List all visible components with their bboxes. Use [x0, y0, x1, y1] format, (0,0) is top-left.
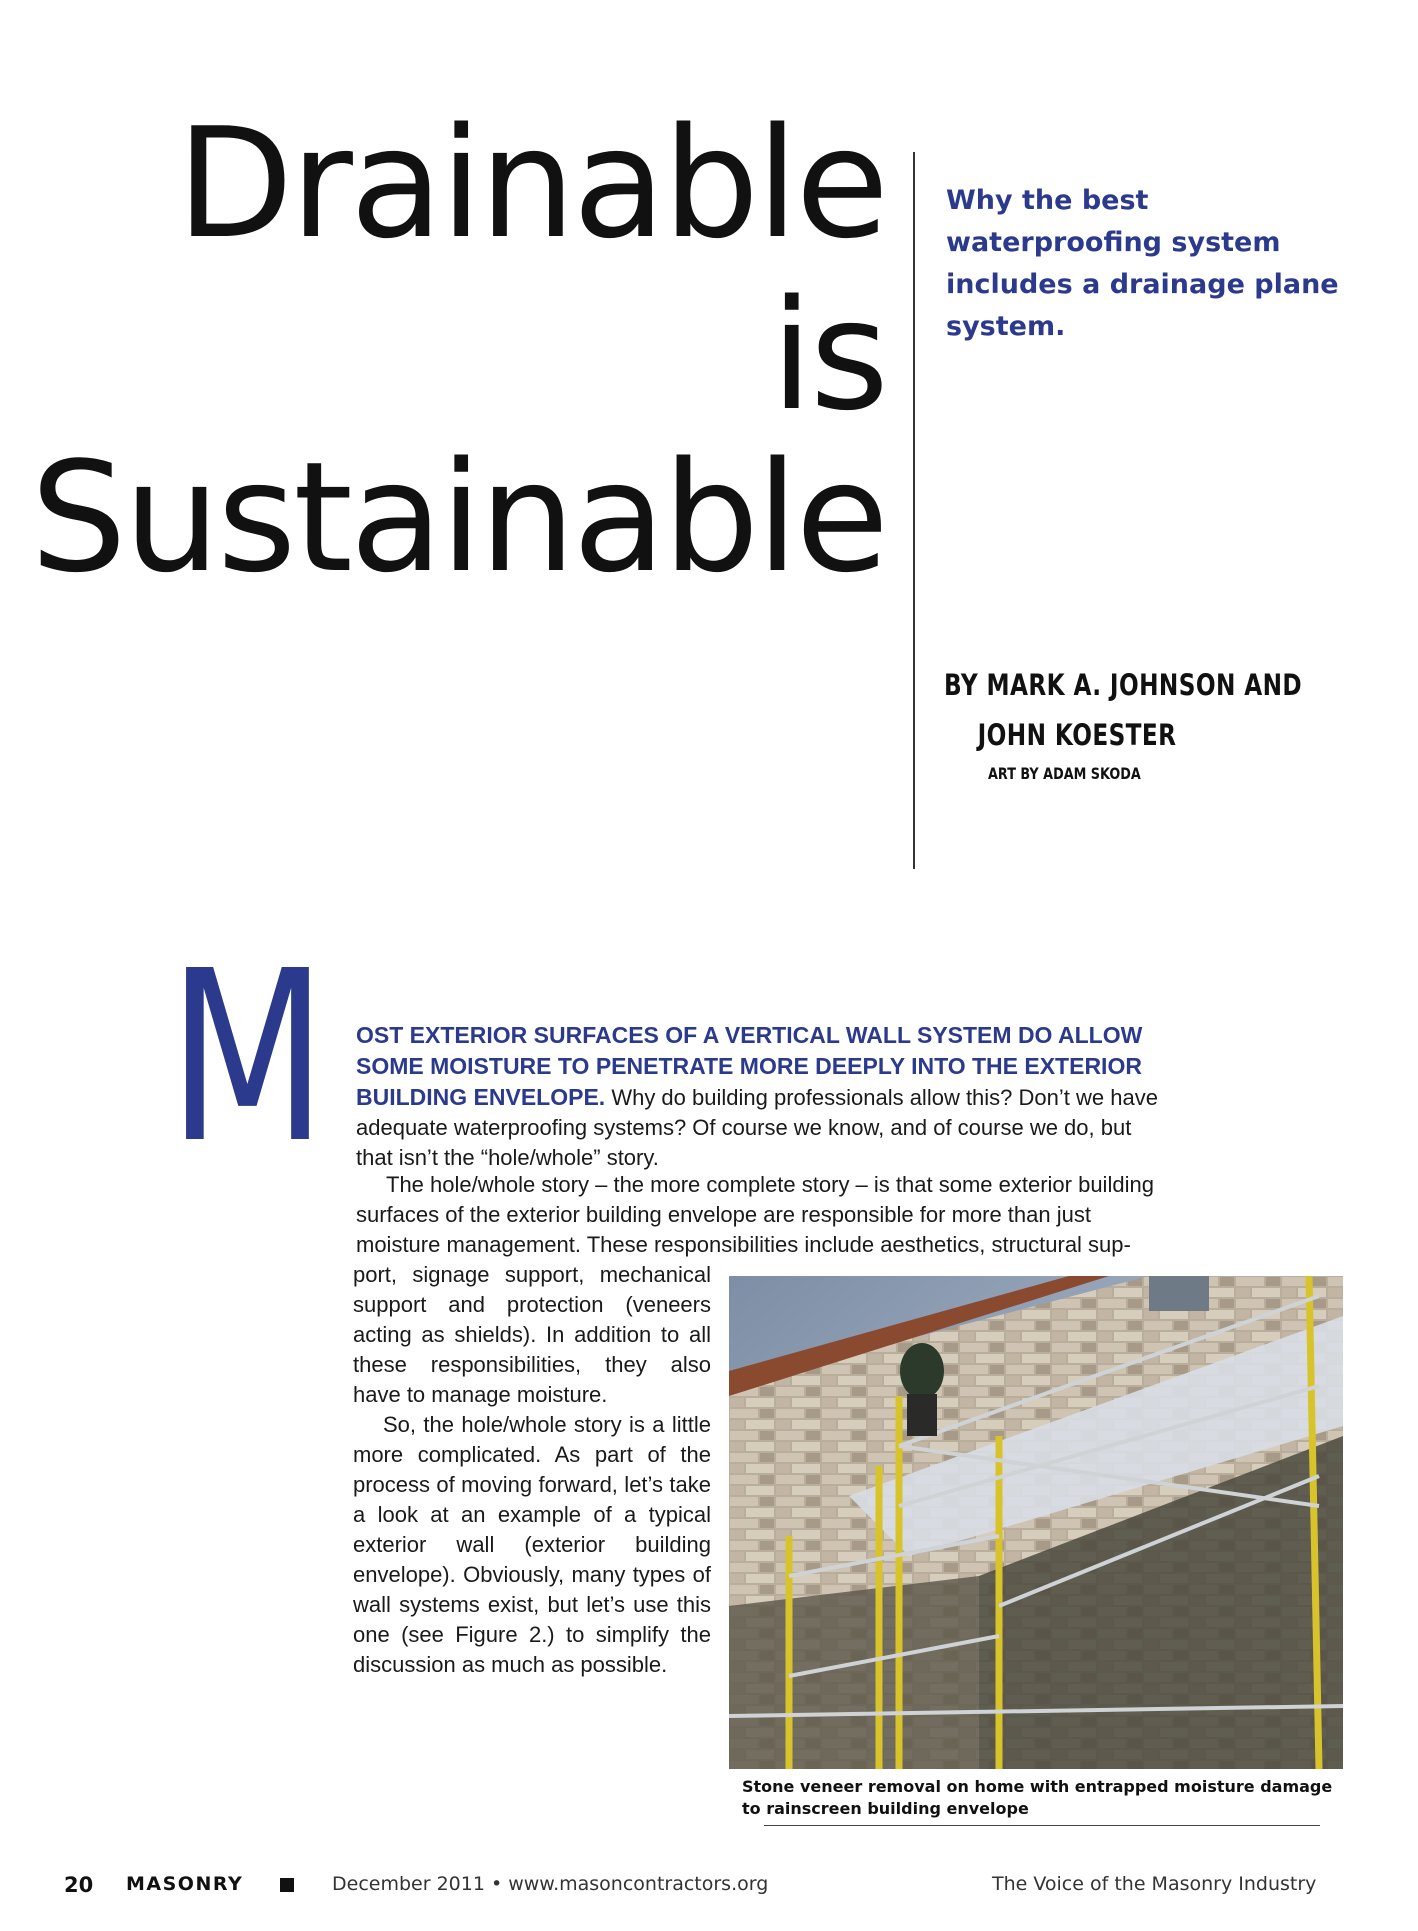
paragraph-2-continued: port, signage support, mechanical support and protection (veneers acting as shields). In addition to all these responsibilities, they also have to manage moisture. [353, 1262, 711, 1407]
paragraph-3: So, the hole/whole story is a little more complicated. As part of the process of moving forward, let’s take a look at an example of a typical exterior wall (exterior building envelope). Obviously, many types of wall systems exist, but let’s use this one (see Figure 2.) to simplify the discussion as much as possible. [353, 1412, 711, 1677]
magazine-name: MASONRY [126, 1873, 244, 1895]
page-footer [0, 1873, 1418, 1903]
deck-subtitle: Why the best waterproofing system includes a drainage plane system. [946, 185, 1339, 342]
title-line-2: is [770, 267, 886, 444]
byline [944, 660, 1302, 760]
scaffolding-photo [729, 1276, 1343, 1769]
magazine-tagline: The Voice of the Masonry Industry [992, 1873, 1317, 1895]
lead-in: OST EXTERIOR SURFACES OF A VERTICAL WALL SYSTEM DO ALLOW SOME MOISTURE TO PENETRATE MORE DEEPLY INTO THE EXTERIOR BUILDING ENVELOPE. [356, 1022, 1143, 1110]
title-line-3: Sustainable [30, 429, 886, 606]
photo-caption: Stone veneer removal on home with entrapped moisture damage to rainscreen building envelope [742, 1777, 1333, 1818]
narrow-column [353, 1260, 711, 1680]
art-credit: ART BY ADAM SKODA [988, 764, 1141, 783]
square-bullet-icon [280, 1878, 294, 1892]
caption-rule [764, 1825, 1320, 1826]
paragraph-2: The hole/whole story – the more complete story – is that some exterior building surfaces of the exterior building envelope are responsible for more than just moisture management. These responsibilities include aesthetics, structural sup- [356, 1172, 1154, 1257]
drop-cap: M [168, 920, 327, 1195]
byline-line-1: BY MARK A. JOHNSON AND [944, 668, 1303, 702]
vertical-divider [913, 152, 915, 869]
issue-date-website: December 2011 • www.masoncontractors.org [332, 1873, 769, 1895]
byline-line-2: JOHN KOESTER [977, 718, 1177, 752]
paragraph-1-rest: Why do building professionals allow this? Don’t we have adequate waterproofing systems? Of course we know, and of course we do, but that isn’t the “hole/whole” story. [356, 1085, 1158, 1170]
scaffolding-photo-illustration [729, 1276, 1343, 1769]
title-line-1: Drainable [176, 95, 886, 272]
page-number: 20 [64, 1873, 94, 1897]
paragraph-1 [356, 1020, 1168, 1173]
